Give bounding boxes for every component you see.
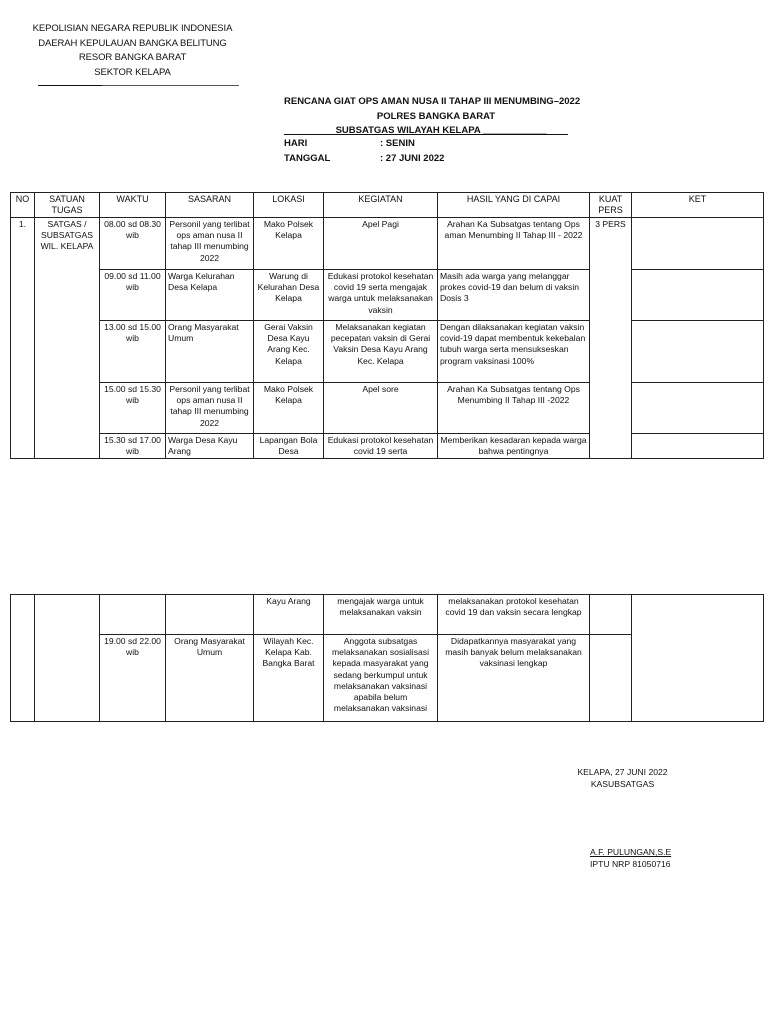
cell-lokasi: Mako Polsek Kelapa bbox=[254, 383, 324, 434]
row-kuat: 3 PERS bbox=[590, 218, 632, 459]
cell-hasil: Dengan dilaksanakan kegiatan vaksin covid-19 dapat membentuk kekebalan tubuh warga serta mensukseskan program vaksinasi 100% bbox=[438, 321, 590, 383]
cell-sasaran: Orang Masyarakat Umum bbox=[166, 321, 254, 383]
cell-waktu: 19.00 sd 22.00 wib bbox=[100, 635, 166, 722]
cell-sasaran: Warga Desa Kayu Arang bbox=[166, 434, 254, 459]
table-header-row bbox=[11, 193, 764, 218]
cell-kegiatan: Apel sore bbox=[324, 383, 438, 434]
title-line-1: RENCANA GIAT OPS AMAN NUSA II TAHAP III MENUMBING–2022 bbox=[284, 96, 581, 107]
cell-sasaran: Personil yang terlibat ops aman nusa II tahap III menumbing 2022 bbox=[166, 218, 254, 270]
cell-waktu: 15.00 sd 15.30 wib bbox=[100, 383, 166, 434]
cell-kegiatan: Apel Pagi bbox=[324, 218, 438, 270]
tanggal-label: TANGGAL bbox=[284, 153, 331, 164]
cell-hasil: melaksanakan protokol kesehatan covid 19 dan vaksin secara lengkap bbox=[438, 595, 590, 635]
table-row bbox=[11, 595, 764, 635]
cell-kegiatan: Melaksanakan kegiatan pecepatan vaksin di Gerai Vaksin Desa Kayu Arang Kec. Kelapa bbox=[324, 321, 438, 383]
header-divider-dark bbox=[38, 85, 102, 86]
signature-place-date: KELAPA, 27 JUNI 2022 bbox=[577, 767, 668, 777]
title-line-3: SUBSATGAS WILAYAH KELAPA ____________ bbox=[284, 124, 584, 139]
row-no bbox=[11, 595, 35, 722]
signatory-name: A.F. PULUNGAN,S.E bbox=[590, 847, 672, 857]
table-row bbox=[11, 383, 764, 434]
cell-lokasi: Gerai Vaksin Desa Kayu Arang Kec. Kelapa bbox=[254, 321, 324, 383]
cell-hasil: Masih ada warga yang melanggar prokes covid-19 dan belum di vaksin Dosis 3 bbox=[438, 270, 590, 321]
header-lokasi: LOKASI bbox=[254, 193, 324, 218]
tanggal-value: : 27 JUNI 2022 bbox=[380, 153, 445, 164]
cell-waktu: 13.00 sd 15.00 wib bbox=[100, 321, 166, 383]
row-no: 1. bbox=[11, 218, 35, 459]
cell-sasaran: Orang Masyarakat Umum bbox=[166, 635, 254, 722]
table-row bbox=[11, 434, 764, 459]
header-no: NO bbox=[11, 193, 35, 218]
header-satuan: SATUAN TUGAS bbox=[35, 193, 100, 218]
cell-lokasi: Kayu Arang bbox=[254, 595, 324, 635]
cell-lokasi: Warung di Kelurahan Desa Kelapa bbox=[254, 270, 324, 321]
cell-kegiatan: Edukasi protokol kesehatan covid 19 serta bbox=[324, 434, 438, 459]
header-waktu: WAKTU bbox=[100, 193, 166, 218]
cell-ket bbox=[632, 270, 764, 321]
cell-sasaran: Warga Kelurahan Desa Kelapa bbox=[166, 270, 254, 321]
header-sasaran: SASARAN bbox=[166, 193, 254, 218]
table-row bbox=[11, 321, 764, 383]
cell-waktu bbox=[100, 595, 166, 635]
cell-sasaran: Personil yang terlibat ops aman nusa II tahap III menumbing 2022 bbox=[166, 383, 254, 434]
title-rule bbox=[284, 134, 568, 135]
cell-kuat bbox=[590, 595, 632, 635]
header-kuat: KUAT PERS bbox=[590, 193, 632, 218]
cell-lokasi: Lapangan Bola Desa bbox=[254, 434, 324, 459]
signature-block bbox=[560, 767, 685, 790]
table-row bbox=[11, 218, 764, 270]
signatory bbox=[590, 847, 740, 870]
cell-ket bbox=[632, 218, 764, 270]
institution-line-4: SEKTOR KELAPA bbox=[94, 66, 171, 78]
cell-hasil: Didapatkannya masyarakat yang masih banyak belum melaksanakan vaksinasi lengkap bbox=[438, 635, 590, 722]
activity-table bbox=[10, 192, 764, 459]
hari-value: : SENIN bbox=[380, 138, 415, 149]
cell-sasaran bbox=[166, 595, 254, 635]
table-row bbox=[11, 270, 764, 321]
title-line-2: POLRES BANGKA BARAT bbox=[376, 110, 496, 122]
activity-table-continued bbox=[10, 594, 764, 722]
cell-ket bbox=[632, 595, 764, 722]
institution-line-1: KEPOLISIAN NEGARA REPUBLIK INDONESIA bbox=[32, 23, 233, 34]
cell-lokasi: Wilayah Kec. Kelapa Kab. Bangka Barat bbox=[254, 635, 324, 722]
title-subsatgas: SUBSATGAS WILAYAH KELAPA bbox=[335, 125, 481, 136]
row-satuan: SATGAS / SUBSATGAS WIL. KELAPA bbox=[35, 218, 100, 459]
cell-kegiatan: mengajak warga untuk melaksanakan vaksin bbox=[324, 595, 438, 635]
cell-hasil: Memberikan kesadaran kepada warga bahwa pentingnya bbox=[438, 434, 590, 459]
cell-kegiatan: Edukasi protokol kesehatan covid 19 serta mengajak warga untuk melaksanakan vaksin bbox=[324, 270, 438, 321]
cell-ket bbox=[632, 383, 764, 434]
cell-kegiatan: Anggota subsatgas melaksanakan sosialisasi kepada masyarakat yang sedang berkumpul untuk melaksanakan vaksinasi apabila belum melaksanakan vaksinasi bbox=[324, 635, 438, 722]
cell-hasil: Arahan Ka Subsatgas tentang Ops Menumbing II Tahap III -2022 bbox=[438, 383, 590, 434]
cell-waktu: 09.00 sd 11.00 wib bbox=[100, 270, 166, 321]
header-ket: KET bbox=[632, 193, 764, 218]
cell-waktu: 15.30 sd 17.00 wib bbox=[100, 434, 166, 459]
cell-waktu: 08.00 sd 08.30 wib bbox=[100, 218, 166, 270]
cell-lokasi: Mako Polsek Kelapa bbox=[254, 218, 324, 270]
header-hasil: HASIL YANG DI CAPAI bbox=[438, 193, 590, 218]
row-satuan bbox=[35, 595, 100, 722]
cell-ket bbox=[632, 434, 764, 459]
document-title bbox=[284, 95, 584, 139]
institution-header bbox=[20, 22, 245, 80]
hari-label: HARI bbox=[284, 138, 308, 149]
institution-line-2: DAERAH KEPULAUAN BANGKA BELITUNG bbox=[38, 37, 227, 49]
signature-position: KASUBSATGAS bbox=[590, 778, 655, 789]
cell-kuat bbox=[590, 635, 632, 722]
institution-line-3: RESOR BANGKA BARAT bbox=[78, 52, 187, 63]
cell-ket bbox=[632, 321, 764, 383]
cell-hasil: Arahan Ka Subsatgas tentang Ops aman Menumbing II Tahap III - 2022 bbox=[438, 218, 590, 270]
header-kegiatan: KEGIATAN bbox=[324, 193, 438, 218]
signatory-rank-nrp: IPTU NRP 81050716 bbox=[590, 858, 671, 869]
